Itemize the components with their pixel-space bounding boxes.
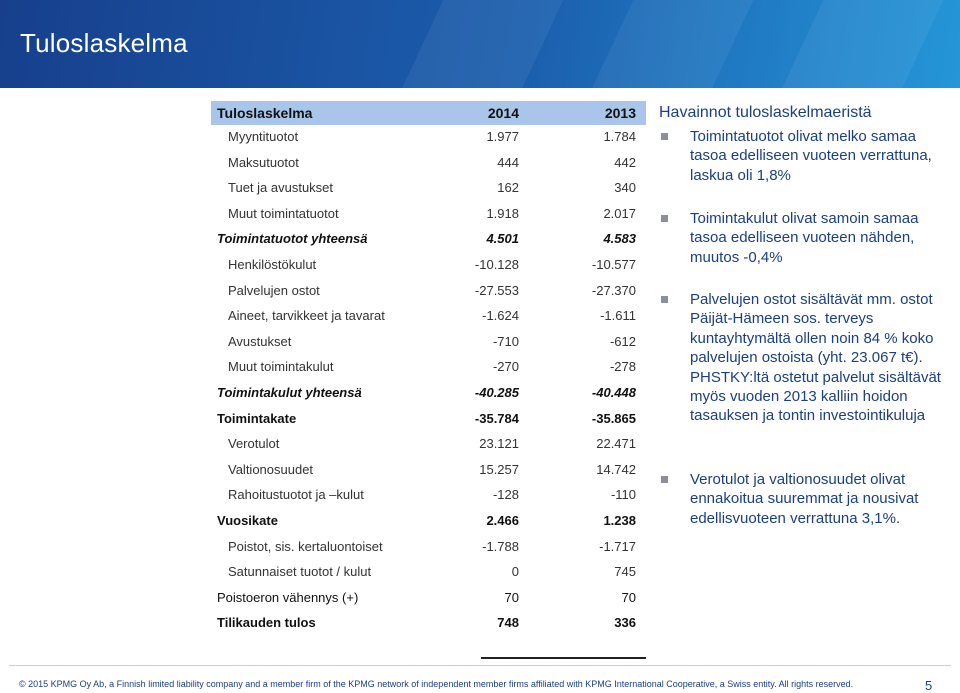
table-row [211, 509, 646, 535]
table-row [211, 586, 646, 612]
row-label: Satunnaiset tuotot / kulut [228, 564, 372, 580]
value-2014: -10.128 [474, 256, 519, 272]
table-row [211, 458, 646, 484]
value-2014: -27.553 [474, 282, 519, 298]
table-row [211, 432, 646, 458]
value-2013: 1.784 [603, 129, 636, 144]
value-2014: 2.466 [486, 512, 519, 528]
table-row [211, 560, 646, 586]
value-2013: 22.471 [596, 436, 636, 452]
row-label: Avustukset [228, 333, 292, 349]
table-row [211, 253, 646, 279]
table-row [211, 227, 646, 253]
square-bullet-icon [661, 476, 668, 483]
value-2014: 162 [497, 180, 519, 196]
row-label: Palvelujen ostot [228, 282, 320, 298]
header-decoration [387, 0, 572, 88]
table-header-row [211, 101, 646, 125]
value-2014: 4.501 [486, 231, 519, 247]
column-header-label: Tuloslaskelma [217, 105, 313, 121]
value-2013: 1.238 [603, 512, 636, 528]
row-label: Poistot, sis. kertaluontoiset [228, 538, 383, 554]
value-2014: 444 [497, 154, 519, 170]
table-row [211, 407, 646, 433]
header-decoration [767, 0, 952, 88]
value-2014: -35.784 [474, 410, 519, 426]
row-label: Valtionosuudet [228, 461, 314, 477]
value-2013: -27.370 [591, 282, 636, 298]
table-row [211, 381, 646, 407]
value-2014: 70 [504, 589, 519, 605]
value-2013: -612 [609, 333, 636, 349]
value-2013: 2.017 [603, 205, 636, 221]
row-label: Tuet ja avustukset [228, 180, 334, 196]
table-row [211, 483, 646, 509]
row-label: Tilikauden tulos [217, 615, 316, 631]
row-label: Verotulot [228, 436, 280, 452]
row-label: Poistoeron vähennys (+) [217, 589, 359, 605]
row-label: Toimintatuotot yhteensä [217, 231, 368, 247]
value-2013: -278 [609, 359, 636, 375]
slide-header [0, 0, 960, 88]
value-2013: -10.577 [591, 256, 636, 272]
table-row [211, 330, 646, 356]
value-2013: 4.583 [603, 231, 636, 247]
row-label: Vuosikate [217, 512, 278, 528]
value-2014: -270 [492, 359, 519, 375]
row-label: Toimintakulut yhteensä [217, 384, 362, 400]
value-2014: -128 [492, 487, 519, 503]
table-row [211, 202, 646, 228]
value-2013: 442 [614, 154, 636, 170]
value-2014: 15.257 [479, 461, 519, 477]
row-label: Toimintakate [217, 410, 297, 426]
observation-text: Verotulot ja valtionosuudet olivat ennakoitua suuremmat ja nousivat edellisvuoteen verrattuna 3,1%. [690, 471, 919, 527]
value-2013: -1.611 [600, 308, 636, 324]
value-2014: 23.121 [479, 436, 519, 452]
row-label: Henkilöstökulut [228, 256, 317, 272]
page-number: 5 [925, 678, 933, 693]
value-2014: 1.977 [486, 129, 519, 144]
table-row [211, 611, 646, 637]
total-underline [481, 657, 646, 659]
square-bullet-icon [661, 133, 668, 140]
value-2013: 14.742 [596, 461, 636, 477]
table-row [211, 176, 646, 202]
slide-title: Tuloslaskelma [20, 28, 188, 58]
table-row [211, 355, 646, 381]
row-label: Muut toimintakulut [228, 359, 334, 375]
header-decoration [577, 0, 762, 88]
column-header-2013: 2013 [604, 105, 636, 121]
observation-text: Toimintakulut olivat samoin samaa tasoa edelliseen vuoteen nähden, muutos -0,4% [690, 210, 919, 266]
value-2013: 336 [614, 615, 636, 631]
row-label: Muut toimintatuotot [228, 205, 339, 221]
value-2013: -40.448 [591, 384, 636, 400]
table-row [211, 151, 646, 177]
footer-divider [9, 665, 951, 666]
row-label: Myyntituotot [228, 129, 299, 144]
value-2013: 70 [621, 589, 636, 605]
table-body [211, 125, 646, 637]
row-label: Maksutuotot [228, 154, 299, 170]
row-label: Aineet, tarvikkeet ja tavarat [228, 308, 385, 324]
value-2014: -40.285 [474, 384, 519, 400]
observation-text: Toimintatuotot olivat melko samaa tasoa edelliseen vuoteen verrattuna, laskua oli 1,8% [690, 128, 932, 184]
square-bullet-icon [661, 215, 668, 222]
square-bullet-icon [661, 296, 668, 303]
observations-title: Havainnot tuloslaskelmaeristä [659, 104, 872, 121]
value-2013: 340 [614, 180, 636, 196]
value-2013: -1.717 [599, 538, 636, 554]
value-2014: 748 [497, 615, 519, 631]
income-statement-table [211, 101, 646, 637]
value-2013: 745 [614, 564, 636, 580]
column-header-2014: 2014 [487, 105, 519, 121]
footer-copyright: © 2015 KPMG Oy Ab, a Finnish limited liability company and a member firm of the KPMG network of independent member firms affiliated with KPMG International Cooperative, a Swiss entity. All rights reserved. [19, 679, 854, 689]
observation-text: Palvelujen ostot sisältävät mm. ostot Päijät-Hämeen sos. terveys kuntayhtymältä ollen noin 84 % koko palvelujen ostoista (yht. 23.067 t€). PHSTKY:ltä ostetut palvelut sisältävät myös vuoden 2013 kalliin hoidon tasauksen ja tontin investointikuluja [690, 291, 941, 425]
table-row [211, 535, 646, 561]
table-row [211, 125, 646, 151]
value-2013: -110 [610, 487, 636, 503]
row-label: Rahoitustuotot ja –kulut [228, 487, 364, 503]
value-2013: -35.865 [591, 410, 636, 426]
value-2014: -710 [492, 333, 519, 349]
value-2014: -1.788 [482, 538, 519, 554]
observations-panel [659, 103, 949, 527]
value-2014: 1.918 [486, 205, 519, 221]
table-row [211, 279, 646, 305]
table-row [211, 304, 646, 330]
value-2014: -1.624 [482, 308, 519, 324]
value-2014: 0 [511, 564, 519, 580]
